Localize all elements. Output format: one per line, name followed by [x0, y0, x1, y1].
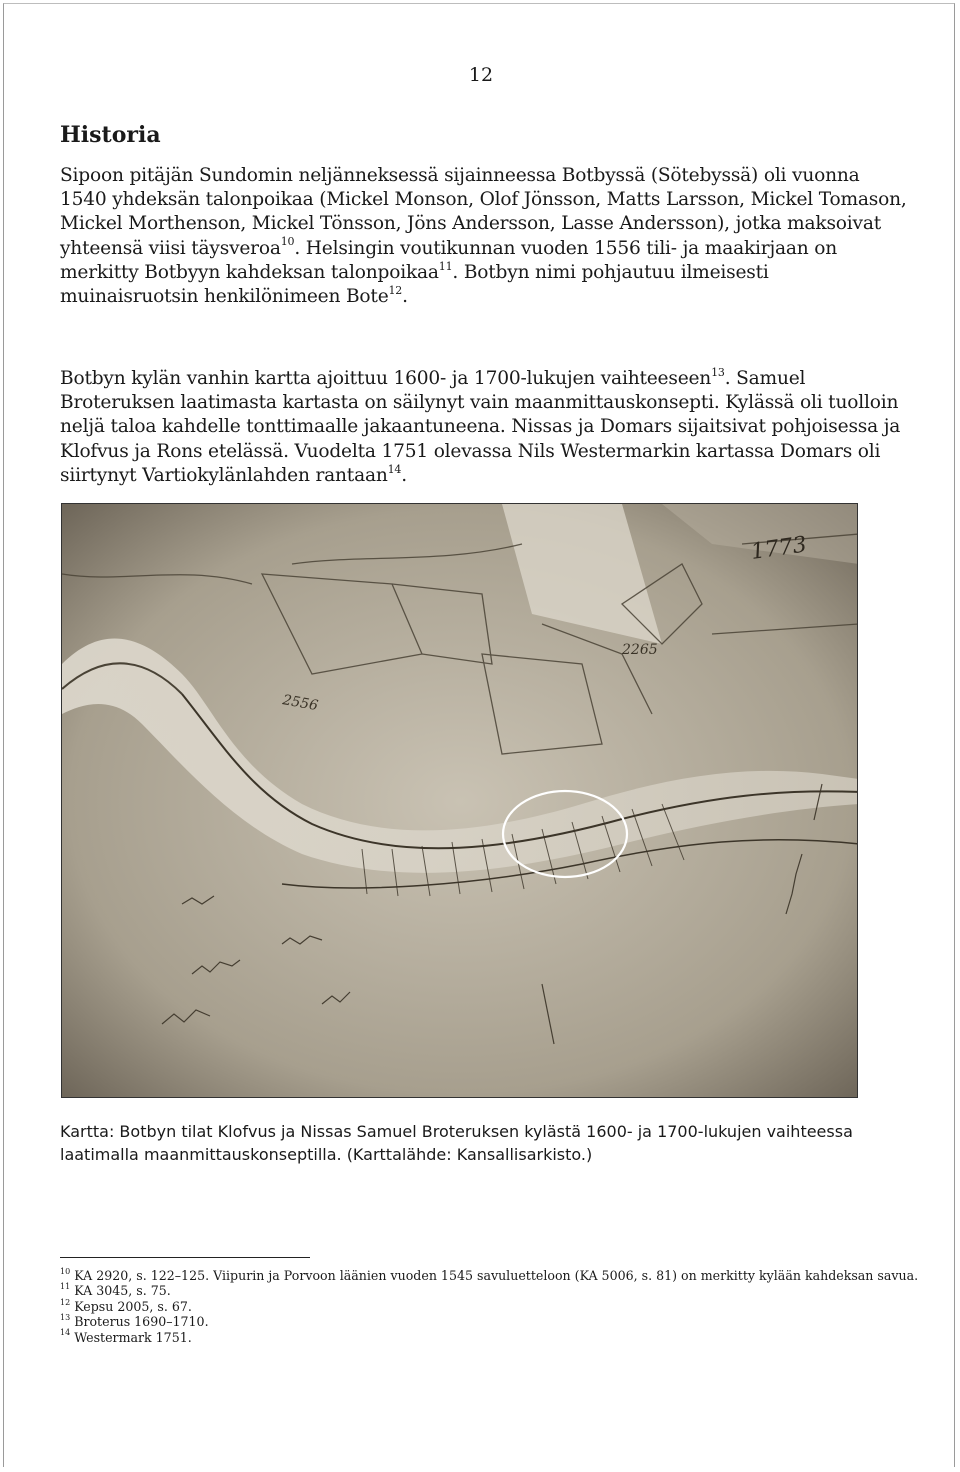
paragraph-text: Botbyn kylän vanhin kartta ajoittuu 1600- ja 1700-lukujen vaihteeseen [60, 368, 712, 389]
paragraph-text: . [401, 464, 407, 486]
paragraph-history-1 [60, 164, 910, 309]
footnote-text: KA 3045, s. 75. [74, 1283, 171, 1299]
paragraph-text: . [402, 286, 408, 308]
paragraph-text: . Samuel Broteruksen laatimasta kartasta on säilynyt vain maanmittauskonsepti. Kylässä oli tuolloin neljä taloa kahdelle tonttimaalle jakaantuneena. Nissas ja Domars sijaitsivat pohjoisessa ja Klofvus ja Rons etelässä. Vuodelta 1751 olevassa Nils Westermarkin kartassa Domars oli siirtynyt Vartiokylänlahden rantaan [60, 368, 901, 486]
footnote-item [60, 1283, 920, 1298]
footnote-item [60, 1299, 920, 1314]
footnote-ref[interactable]: 10 [280, 235, 295, 249]
footnote-text: KA 2920, s. 122–125. Viipurin ja Porvoon läänien vuoden 1545 savuluetteloon (KA 5006, s. 81) on merkitty kylään kahdeksan savua. [74, 1268, 919, 1283]
page-number: 12 [468, 64, 494, 86]
map-annotation: 1773 [749, 532, 809, 565]
footnote-separator [60, 1257, 310, 1258]
paragraph-text: . Botbyn nimi pohjautuu ilmeisesti muinaisruotsin henkilönimeen Bote [60, 261, 769, 308]
footnote-item [60, 1268, 920, 1283]
footnote-ref[interactable]: 14 [387, 462, 402, 476]
figure-caption: Kartta: Botbyn tilat Klofvus ja Nissas Samuel Broteruksen kylästä 1600- ja 1700-lukujen vaihteessa laatimalla maanmittauskonseptilla. (Karttalähde: Kansallisarkisto.) [60, 1122, 853, 1164]
section-heading: Historia [60, 122, 161, 148]
footnotes [60, 1268, 920, 1345]
footnote-number: 12 [60, 1297, 71, 1307]
footnote-number: 13 [60, 1313, 71, 1323]
paragraph-text: . Helsingin voutikunnan vuoden 1556 tili- ja maakirjaan on merkitty Botbyyn kahdeksan talonpoikaa [60, 237, 838, 283]
historical-map-image [61, 503, 858, 1098]
map-illustration [62, 504, 858, 1098]
footnote-ref[interactable]: 11 [438, 259, 453, 273]
footnote-text: Kepsu 2005, s. 67. [74, 1298, 192, 1314]
paragraph-text: Sipoon pitäjän Sundomin neljänneksessä sijainneessa Botbyssä (Sötebyssä) oli vuonna 1540 yhdeksän talonpoikaa (Mickel Monson, Olof Jönsson, Matts Larsson, Mickel Tomason, Mickel Morthenson, Mickel Tönsson, Jöns Andersson, Lasse Andersson), jotka maksoivat yhteensä viisi täysveroa [60, 165, 907, 259]
footnote-number: 14 [60, 1328, 71, 1338]
footnote-ref[interactable]: 12 [388, 283, 403, 297]
map-annotation: 2265 [622, 642, 658, 658]
footnote-text: Westermark 1751. [74, 1329, 192, 1345]
footnote-number: 10 [60, 1266, 71, 1276]
paragraph-history-2 [60, 367, 910, 488]
footnote-ref[interactable]: 13 [711, 365, 725, 379]
footnote-text: Broterus 1690–1710. [74, 1314, 209, 1330]
map-annotation: 2556 [281, 692, 320, 715]
footnote-item [60, 1314, 920, 1329]
footnote-number: 11 [60, 1282, 71, 1292]
footnote-item [60, 1330, 920, 1345]
